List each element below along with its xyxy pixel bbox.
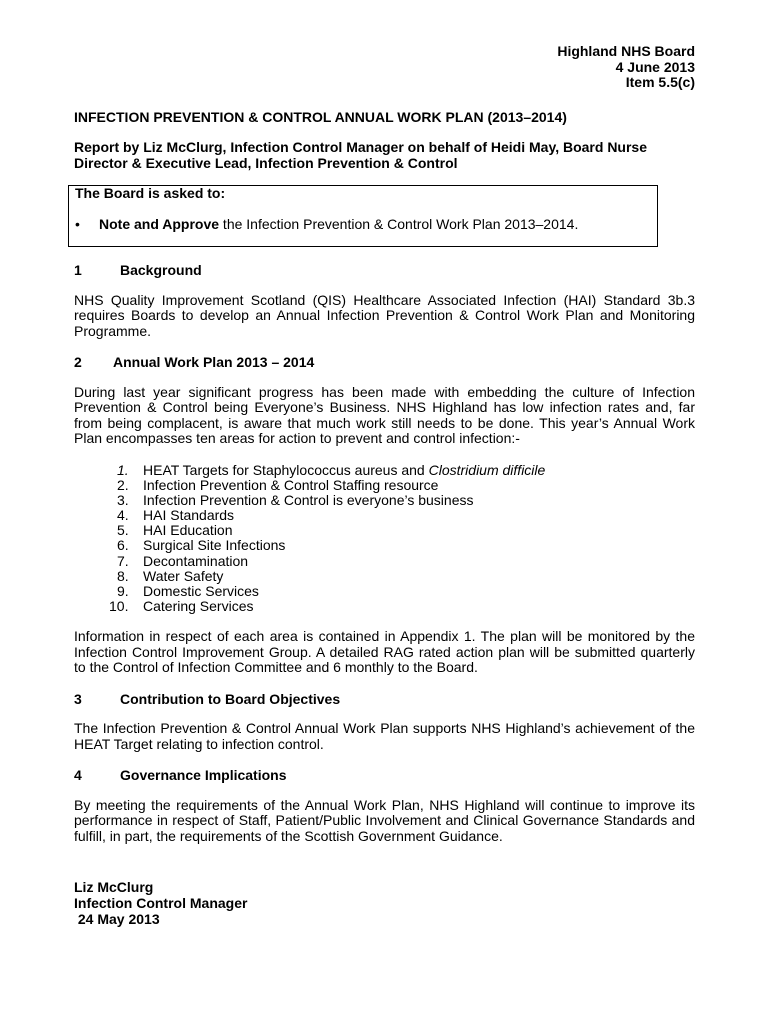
item-number: Item 5.5(c) — [625, 74, 695, 90]
section-2-paragraph: During last year significant progress has been made with embedding the culture of Infection Prevention & Control being Everyone’s Business. NHS Highland has low infection rates and, far from being complacent, is aware that much work still needs to be done. This year’s Annual Work Plan encompasses ten areas for action to prevent and control infection:- — [74, 383, 695, 446]
section-4-title: Governance Implications — [120, 767, 287, 784]
report-by — [74, 140, 695, 171]
list-item: 10. Catering Services — [109, 598, 254, 615]
list-item: 5. HAI Education — [117, 522, 233, 539]
board-asked-heading: The Board is asked to: — [75, 185, 226, 201]
report-by-line2: Director & Executive Lead, Infection Prevention & Control — [74, 154, 458, 171]
section-1-paragraph: NHS Quality Improvement Scotland (QIS) Healthcare Associated Infection (HAI) Standard 3b.3 requires Boards to develop an Annual Infection Prevention & Control Work Plan and Monitoring Programme. — [74, 291, 695, 339]
board-asked-rest: the Infection Prevention & Control Work Plan 2013–2014. — [219, 215, 579, 232]
list-item: 8. Water Safety — [117, 567, 224, 584]
board-asked-bold: Note and Approve — [99, 215, 220, 232]
report-by-line1: Report by Liz McClurg, Infection Control Manager on behalf of Heidi May, Board Nurse — [74, 139, 648, 155]
work-plan-list — [109, 461, 695, 615]
board-asked-box — [68, 185, 658, 247]
section-2-heading — [74, 355, 695, 371]
section-4-paragraph: By meeting the requirements of the Annual Work Plan, NHS Highland will continue to improve its performance in respect of Staff, Patient/Public Involvement and Clinical Governance Standards and fulfill, in part, the requirements of the Scottish Government Guidance. — [74, 796, 695, 844]
board-asked-text — [99, 217, 578, 233]
document-header — [74, 44, 695, 91]
bullet-icon: • — [75, 215, 80, 232]
list-item: 4. HAI Standards — [117, 507, 235, 524]
document-title: INFECTION PREVENTION & CONTROL ANNUAL WORK PLAN (2013–2014) — [74, 108, 567, 125]
section-1-title: Background — [120, 262, 202, 278]
signatory-role: Infection Control Manager — [74, 895, 248, 912]
section-3-paragraph: The Infection Prevention & Control Annual Work Plan supports NHS Highland’s achievement of the HEAT Target relating to infection control. — [74, 720, 695, 752]
section-3-number: 3 — [74, 690, 82, 707]
section-2-title: Annual Work Plan 2013 – 2014 — [113, 354, 315, 370]
section-2-number: 2 — [74, 354, 82, 370]
board-name: Highland NHS Board — [557, 43, 695, 59]
document-page — [74, 44, 695, 928]
section-4-number: 4 — [74, 767, 82, 784]
signature-date: 24 May 2013 — [74, 911, 160, 928]
section-3-heading — [74, 692, 695, 708]
section-1-number: 1 — [74, 262, 82, 278]
list-item: 2. Infection Prevention & Control Staffing resource — [117, 476, 439, 493]
list-item: 6. Surgical Site Infections — [117, 537, 286, 554]
signature-block — [74, 880, 695, 928]
section-1-heading — [74, 263, 695, 279]
signatory-name: Liz McClurg — [74, 879, 154, 896]
list-item: 1. HEAT Targets for Staphylococcus aureus and Clostridium difficile — [117, 461, 546, 478]
list-item: 9. Domestic Services — [117, 583, 259, 599]
board-asked-bullet-row — [75, 217, 657, 233]
section-2-paragraph-2: Information in respect of each area is contained in Appendix 1. The plan will be monitored by the Infection Control Improvement Group. A detailed RAG rated action plan will be submitted quarterly to the Control of Infection Committee and 6 monthly to the Board. — [74, 628, 695, 676]
list-item: 3. Infection Prevention & Control is everyone’s business — [117, 491, 474, 508]
section-4-heading — [74, 768, 695, 784]
meeting-date: 4 June 2013 — [615, 58, 695, 75]
list-item: 7. Decontamination — [117, 552, 249, 569]
section-3-title: Contribution to Board Objectives — [120, 690, 341, 707]
